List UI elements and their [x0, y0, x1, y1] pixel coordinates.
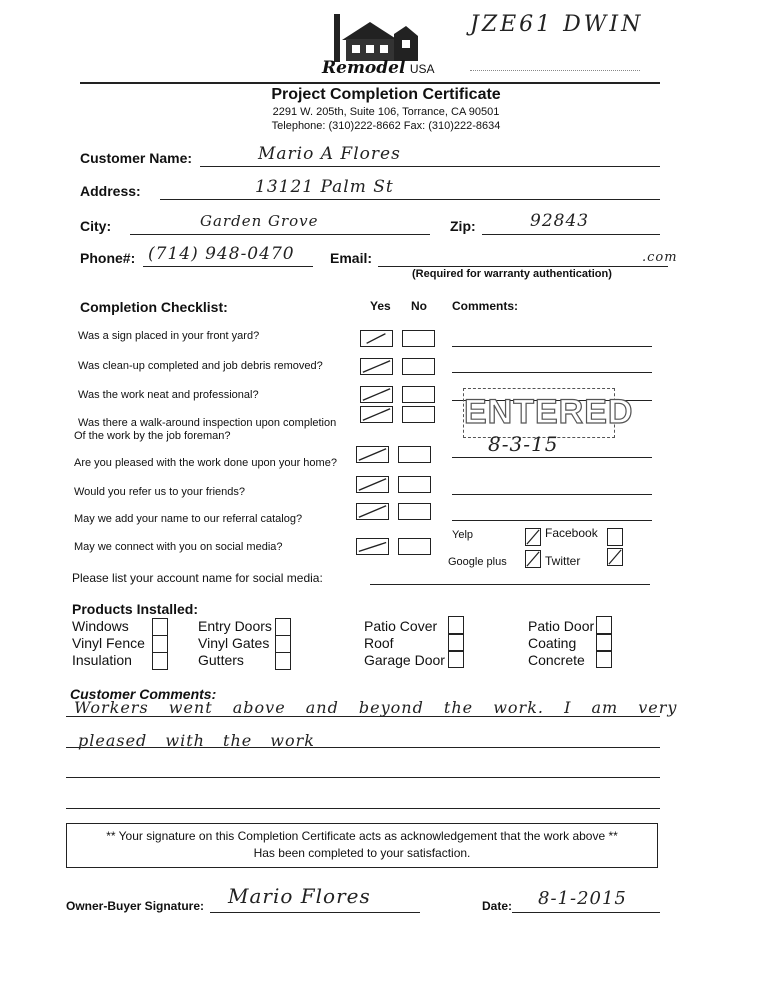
facebook-checkbox[interactable] [525, 528, 541, 546]
product-checkbox[interactable] [152, 635, 168, 653]
social-account-prompt: Please list your account name for social media: [72, 571, 323, 585]
comment-line [452, 457, 652, 458]
top-handwritten-note: JZE61 DWIN [470, 12, 644, 37]
city-label: City: [80, 218, 112, 234]
phone-line [143, 266, 313, 267]
comments-column-header: Comments: [452, 299, 519, 313]
header-rule [80, 82, 660, 84]
certificate-title: Project Completion Certificate [271, 86, 501, 103]
checklist-question: Would you refer us to your friends? [74, 486, 245, 498]
no-checkbox[interactable] [402, 330, 435, 347]
facebook-second-checkbox[interactable] [607, 528, 623, 546]
city-line [130, 234, 430, 235]
comment-rule-4 [66, 808, 660, 809]
product-insulation: Insulation [72, 652, 132, 668]
logo-brand: Remodel [322, 58, 406, 78]
yes-checkbox-checked[interactable] [356, 503, 389, 520]
signature-line [210, 912, 420, 913]
date-label: Date: [482, 899, 513, 913]
customer-name-value: Mario A Flores [258, 144, 401, 164]
no-checkbox[interactable] [398, 538, 431, 555]
social-yelp-label: Yelp [452, 529, 474, 541]
checklist-title: Completion Checklist: [80, 299, 228, 315]
no-checkbox[interactable] [402, 386, 435, 403]
checkmark-icon [357, 477, 388, 492]
twitter-checkbox[interactable] [525, 550, 541, 568]
checklist-question-continued: Of the work by the job foreman? [74, 430, 231, 442]
customer-name-label: Customer Name: [80, 150, 193, 166]
address-value: 13121 Palm St [255, 177, 394, 197]
yes-column-header: Yes [370, 299, 391, 313]
no-column-header: No [411, 299, 427, 313]
checkmark-icon [357, 447, 388, 462]
email-label: Email: [330, 250, 373, 266]
zip-value: 92843 [530, 211, 590, 231]
notice-line-1: ** Your signature on this Completion Certificate acts as acknowledgement that the work above ** [106, 829, 618, 843]
comment-line [452, 494, 652, 495]
company-address: 2291 W. 205th, Suite 106, Torrance, CA 90501 [272, 106, 500, 118]
yes-checkbox-checked[interactable] [356, 476, 389, 493]
no-checkbox[interactable] [402, 358, 435, 375]
yes-checkbox-checked[interactable] [360, 330, 393, 347]
checklist-question: Was the work neat and professional? [78, 389, 259, 401]
no-checkbox[interactable] [398, 476, 431, 493]
product-patio-door: Patio Door [528, 618, 595, 634]
comment-rule-2 [66, 747, 660, 748]
product-concrete: Concrete [528, 652, 585, 668]
checklist-question: May we connect with you on social media? [74, 541, 283, 553]
checklist-question: Was clean-up completed and job debris removed? [78, 360, 323, 372]
no-checkbox[interactable] [402, 406, 435, 423]
product-vinyl-fence: Vinyl Fence [72, 635, 145, 651]
yes-checkbox-checked[interactable] [360, 406, 393, 423]
entered-stamp [463, 388, 634, 438]
checkmark-icon [357, 504, 388, 519]
date-line [512, 912, 660, 913]
product-checkbox[interactable] [448, 650, 464, 668]
product-checkbox[interactable] [596, 616, 612, 634]
social-twitter-label: Twitter [545, 554, 581, 568]
product-garage-door: Garage Door [364, 652, 445, 668]
comment-rule-3 [66, 777, 660, 778]
yes-checkbox-checked[interactable] [360, 386, 393, 403]
checklist-question: May we add your name to our referral catalog? [74, 513, 303, 525]
social-facebook-label: Facebook [545, 526, 598, 540]
yes-checkbox-checked[interactable] [356, 446, 389, 463]
checkmark-icon [608, 549, 622, 565]
product-checkbox[interactable] [448, 616, 464, 634]
checklist-question: Was a sign placed in your front yard? [78, 330, 260, 342]
product-checkbox[interactable] [275, 652, 291, 670]
product-roof: Roof [364, 635, 394, 651]
city-value: Garden Grove [200, 212, 319, 230]
yes-checkbox-checked[interactable] [360, 358, 393, 375]
signature-label: Owner-Buyer Signature: [66, 899, 205, 913]
checkmark-icon [361, 387, 392, 402]
yes-checkbox-checked[interactable] [356, 538, 389, 555]
customer-comment-line-2: pleased with the work [78, 731, 315, 750]
customer-comments-title: Customer Comments: [70, 686, 217, 702]
product-checkbox[interactable] [275, 635, 291, 653]
zip-line [482, 234, 660, 235]
phone-label: Phone#: [80, 250, 136, 266]
signature-value: Mario Flores [228, 884, 371, 908]
zip-label: Zip: [450, 218, 476, 234]
customer-name-line [200, 166, 660, 167]
checkmark-icon [357, 539, 388, 554]
twitter-second-checkbox[interactable] [607, 548, 623, 566]
address-label: Address: [80, 183, 141, 199]
product-entry-doors: Entry Doors [198, 618, 272, 634]
stamp-date: 8-3-15 [488, 432, 559, 456]
comment-line [452, 346, 652, 347]
date-value: 8-1-2015 [538, 888, 627, 909]
email-value: .com [642, 250, 678, 265]
comment-line [452, 520, 652, 521]
company-logo [322, 10, 435, 78]
checkmark-icon [526, 551, 540, 567]
phone-value: (714) 948-0470 [148, 244, 295, 264]
checkmark-icon [526, 529, 540, 545]
top-scribble-line [470, 70, 640, 71]
address-line [160, 199, 660, 200]
product-coating: Coating [528, 635, 577, 651]
social-google-plus-label: Google plus [448, 556, 507, 568]
products-title: Products Installed: [72, 601, 199, 617]
stamp-text: ENTERED [464, 393, 634, 431]
product-checkbox[interactable] [275, 618, 291, 636]
checkmark-icon [361, 331, 392, 346]
customer-comment-line-1: Workers went above and beyond the work. I am very [74, 698, 678, 717]
email-line [378, 266, 668, 267]
no-checkbox[interactable] [398, 446, 431, 463]
email-note: (Required for warranty authentication) [412, 268, 612, 280]
product-checkbox[interactable] [152, 618, 168, 636]
social-account-line [370, 584, 650, 585]
checkmark-icon [361, 407, 392, 422]
product-patio-cover: Patio Cover [364, 618, 438, 634]
no-checkbox[interactable] [398, 503, 431, 520]
product-checkbox[interactable] [152, 652, 168, 670]
acknowledgement-notice [66, 823, 658, 868]
checklist-question: Are you pleased with the work done upon your home? [74, 457, 337, 469]
checklist-question: Was there a walk-around inspection upon completion [78, 417, 337, 429]
comment-rule-1 [66, 716, 660, 717]
product-checkbox[interactable] [596, 650, 612, 668]
product-windows: Windows [72, 618, 129, 634]
notice-line-2: Has been completed to your satisfaction. [253, 846, 471, 860]
product-gutters: Gutters [198, 652, 244, 668]
checkmark-icon [361, 359, 392, 374]
company-phone-fax: Telephone: (310)222-8662 Fax: (310)222-8634 [271, 120, 501, 132]
product-vinyl-gates: Vinyl Gates [198, 635, 270, 651]
logo-suffix: USA [409, 62, 435, 76]
comment-line [452, 372, 652, 373]
